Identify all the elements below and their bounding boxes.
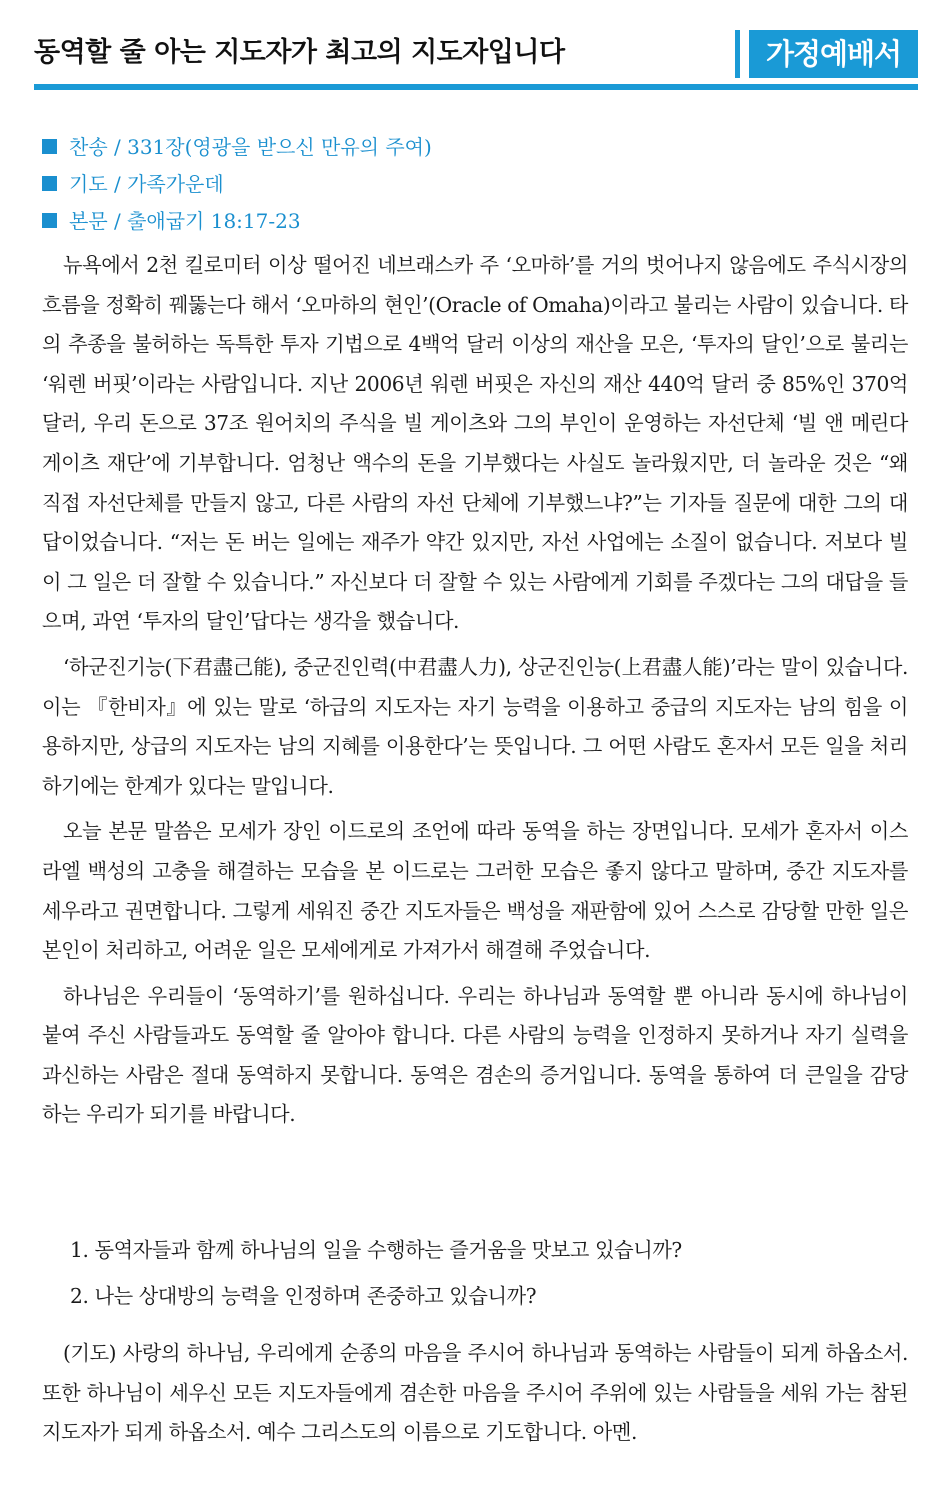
reflection-question-2: 2. 나는 상대방의 능력을 인정하며 존중하고 있습니까? <box>70 1284 537 1308</box>
section-badge: 가정예배서 <box>749 30 918 78</box>
square-bullet-icon <box>42 139 57 154</box>
reflection-question-1: 1. 동역자들과 함께 하나님의 일을 수행하는 즐거움을 맛보고 있습니까? <box>70 1238 682 1262</box>
meta-prayer <box>42 168 902 197</box>
paragraph-1: 뉴욕에서 2천 킬로미터 이상 떨어진 네브래스카 주 ‘오마하’를 거의 벗어나지 않음에도 주식시장의 흐름을 정확히 꿰뚫는다 해서 ‘오마하의 현인’(Oracle of Omaha)이라고 불리는 사람이 있습니다. 타의 추종을 불허하는 독특한 투자 기법으로 4백억 달러 이상의 재산을 모은, ‘투자의 달인’으로 불리는 ‘워렌 버핏’이라는 사람입니다. 지난 2006년 워렌 버핏은 자신의 재산 440억 달러 중 85%인 370억 달러, 우리 돈으로 37조 원어치의 주식을 빌 게이츠와 그의 부인이 운영하는 자선단체 ‘빌 앤 메린다 게이츠 재단’에 기부합니다. 엄청난 액수의 돈을 기부했다는 사실도 놀라웠지만, 더 놀라운 것은 “왜 직접 자선단체를 만들지 않고, 다른 사람의 자선 단체에 기부했느냐?”는 기자들 질문에 대한 그의 대답이었습니다. “저는 돈 버는 일에는 재주가 약간 있지만, 자선 사업에는 소질이 없습니다. 저보다 빌이 그 일은 더 잘할 수 있습니다.” 자신보다 더 잘할 수 있는 사람에게 기회를 주겠다는 그의 대답을 들으며, 과연 ‘투자의 달인’답다는 생각을 했습니다. <box>42 253 908 634</box>
paragraph-4: 하나님은 우리들이 ‘동역하기’를 원하십니다. 우리는 하나님과 동역할 뿐 아니라 동시에 하나님이 붙여 주신 사람들과도 동역할 줄 알아야 합니다. 다른 사람의 능력을 인정하지 못하거나 자기 실력을 과신하는 사람은 절대 동역하지 못합니다. 동역은 겸손의 증거입니다. 동역을 통하여 더 큰일을 감당하는 우리가 되기를 바랍니다. <box>42 983 908 1127</box>
paragraph-3: 오늘 본문 말씀은 모세가 장인 이드로의 조언에 따라 동역을 하는 장면입니다. 모세가 혼자서 이스라엘 백성의 고충을 해결하는 모습을 본 이드로는 그러한 모습은 좋지 않다고 말하며, 중간 지도자를 세우라고 권면합니다. 그렇게 세워진 중간 지도자들은 백성을 재판함에 있어 스스로 감당할 만한 일은 본인이 처리하고, 어려운 일은 모세에게로 가져가서 해결해 주었습니다. <box>42 819 908 963</box>
meta-hymn-text: 찬송 / 331장(영광을 받으신 만유의 주여) <box>69 135 432 159</box>
meta-scripture <box>42 205 902 234</box>
header-rule <box>34 84 918 90</box>
meta-prayer-text: 기도 / 가족가운데 <box>69 172 224 196</box>
square-bullet-icon <box>42 213 57 228</box>
meta-scripture-text: 본문 / 출애굽기 18:17-23 <box>69 209 301 233</box>
meta-hymn <box>42 131 902 160</box>
closing-prayer-block <box>42 1334 908 1453</box>
sermon-body <box>42 246 908 1135</box>
page-title: 동역할 줄 아는 지도자가 최고의 지도자입니다 <box>34 37 565 68</box>
paragraph-2: ‘하군진기능(下君盡己能), 중군진인력(中君盡人力), 상군진인능(上君盡人能)’라는 말이 있습니다. 이는 『한비자』에 있는 말로 ‘하급의 지도자는 자기 능력을 이용하고 중급의 지도자는 남의 힘을 이용하지만, 상급의 지도자는 남의 지혜를 이용한다’는 뜻입니다. 그 어떤 사람도 혼자서 모든 일을 처리하기에는 한계가 있다는 말입니다. <box>42 654 908 798</box>
title-divider-bar <box>735 30 740 78</box>
closing-prayer: (기도) 사랑의 하나님, 우리에게 순종의 마음을 주시어 하나님과 동역하는 사람들이 되게 하옵소서. 또한 하나님이 세우신 모든 지도자들에게 겸손한 마음을 주시어 주위에 있는 사람들을 세워 가는 참된 지도자가 되게 하옵소서. 예수 그리스도의 이름으로 기도합니다. 아멘. <box>42 1341 908 1445</box>
square-bullet-icon <box>42 176 57 191</box>
